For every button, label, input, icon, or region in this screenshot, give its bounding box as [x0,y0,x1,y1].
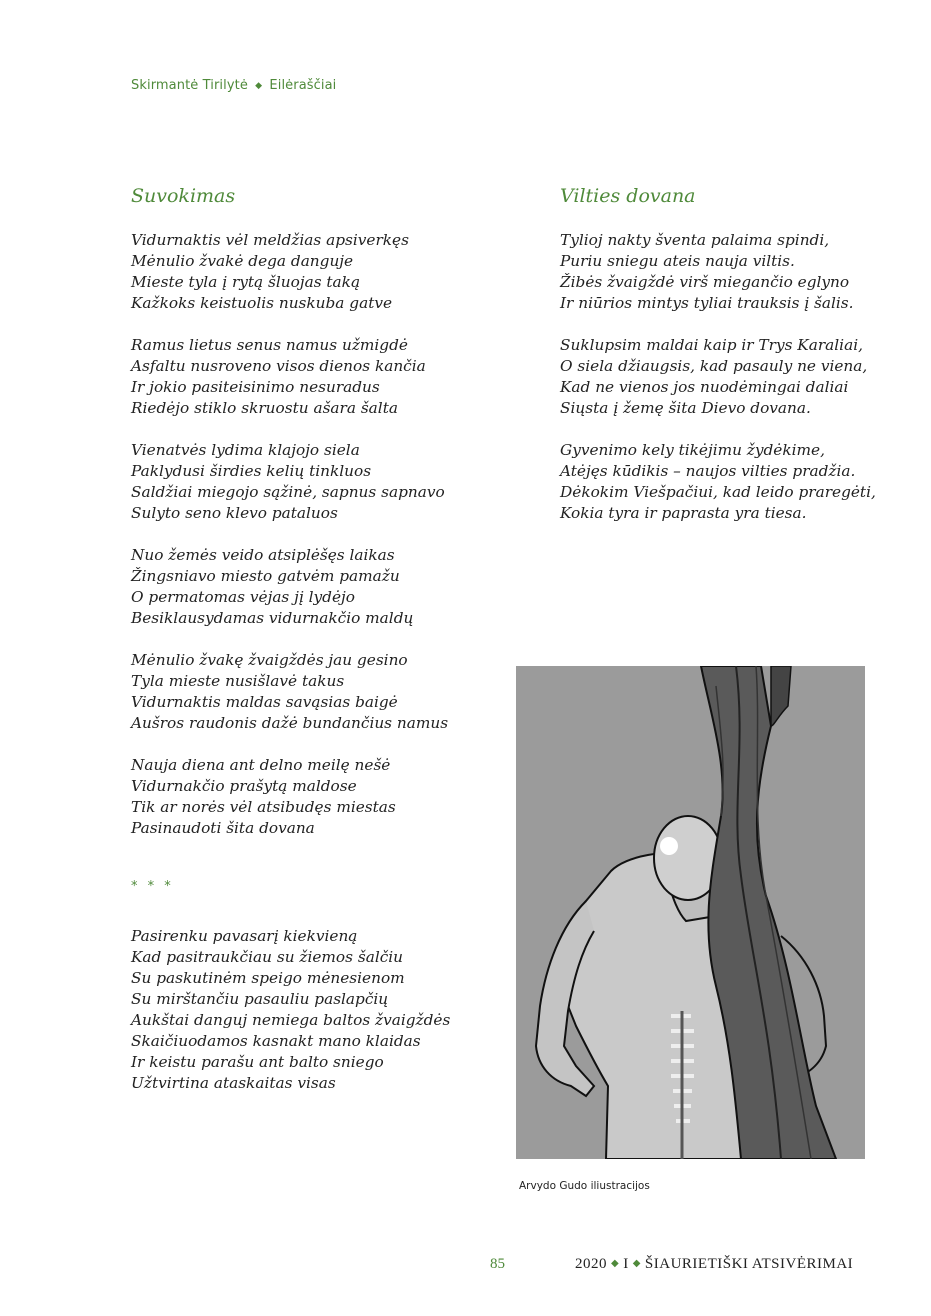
poem-line: Asfaltu nusroveno visos dienos kančia [131,357,426,375]
poem-line: Ir keistu parašu ant balto sniego [131,1053,384,1071]
poem-line: Nauja diena ant delno meilę nešė [131,756,391,774]
poem-body-untitled [131,926,450,1115]
poem-line: Kad pasitraukčiau su žiemos šalčiu [131,948,404,966]
poem-line: Skaičiuodamos kasnakt mano klaidas [131,1032,421,1050]
stanza [131,545,448,629]
poem-line: Paklydusi širdies kelių tinkluos [131,462,372,480]
stanza [131,230,448,314]
poem-line: Atėjęs kūdikis – naujos vilties pradžia. [560,462,856,480]
poem-line: Pasirenku pavasarį kiekvieną [131,927,358,945]
poem-line: Ramus lietus senus namus užmigdė [131,336,408,354]
illustration-figure-tree [516,666,865,1159]
poem-line: Mieste tyla į rytą šluojas taką [131,273,361,291]
poem-line: Užtvirtina ataskaitas visas [131,1074,336,1092]
poem-line: Suklupsim maldai kaip ir Trys Karaliai, [560,336,863,354]
diamond-separator-icon: ◆ [632,1258,641,1269]
stanza [131,440,448,524]
diamond-separator-icon: ◆ [611,1258,620,1269]
stanza [131,650,448,734]
footer-issue: I [623,1256,629,1272]
diamond-separator-icon: ◆ [255,81,263,91]
poem-body-suvokimas [131,230,448,860]
poem-line: Tik ar norės vėl atsibudęs miestas [131,798,396,816]
poem-line: Besiklausydamas vidurnakčio maldų [131,609,414,627]
poem-line: Su mirštančiu pasauliu paslapčių [131,990,389,1008]
poem-line: Ir niūrios mintys tyliai trauksis į šalis. [560,294,854,312]
stanza [560,440,876,524]
stanza [560,230,876,314]
poem-line: Ir jokio pasiteisinimo nesuradus [131,378,380,396]
poem-line: Aušros raudonis dažė bundančius namus [131,714,449,732]
footer-year: 2020 [575,1256,607,1272]
journal-footer [575,1256,853,1273]
stanza [560,335,876,419]
poem-line: Vienatvės lydima klajojo siela [131,441,360,459]
illustration-caption: Arvydo Gudo iliustracijos [519,1180,650,1192]
poem-line: Sulyto seno klevo pataluos [131,504,338,522]
stanza [131,335,448,419]
poem-line: Kad ne vienos jos nuodėmingai daliai [560,378,849,396]
running-head-section: Eilėraščiai [269,78,337,93]
poem-line: Nuo žemės veido atsiplėšęs laikas [131,546,395,564]
poem-line: Gyvenimo kely tikėjimu žydėkime, [560,441,825,459]
stanza [131,926,450,1094]
poem-title-vilties-dovana: Vilties dovana [560,185,696,207]
illustration-drawing [516,666,865,1159]
poem-line: Puriu sniegu ateis nauja viltis. [560,252,795,270]
page-number: 85 [490,1256,505,1272]
running-head-author: Skirmantė Tirilytė [131,78,248,93]
poem-line: Siųsta į žemę šita Dievo dovana. [560,399,811,417]
poem-line: Saldžiai miegojo sąžinė, sapnus sapnavo [131,483,445,501]
poem-line: Kokia tyra ir paprasta yra tiesa. [560,504,807,522]
poem-line: Tylioj nakty šventa palaima spindi, [560,231,830,249]
footer-journal-title: ŠIAURIETIŠKI ATSIVĖRIMAI [644,1256,854,1272]
poem-line: Vidurnakčio prašytą maldose [131,777,357,795]
poem-line: Pasinaudoti šita dovana [131,819,315,837]
running-head [131,78,336,93]
poem-line: Žingsniavo miesto gatvėm pamažu [131,567,400,585]
stanza [131,755,448,839]
poem-line: Mėnulio žvakę žvaigždės jau gesino [131,651,408,669]
poem-line: Aukštai danguj nemiega baltos žvaigždės [131,1011,451,1029]
poem-line: Kažkoks keistuolis nuskuba gatve [131,294,393,312]
poem-line: Su paskutinėm speigo mėnesienom [131,969,405,987]
poem-line: Riedėjo stiklo skruostu ašara šalta [131,399,398,417]
poem-line: Žibės žvaigždė virš miegančio eglyno [560,273,850,291]
poem-line: Tyla mieste nusišlavė takus [131,672,345,690]
poem-body-vilties-dovana [560,230,876,545]
poem-line: Mėnulio žvakė dega danguje [131,252,354,270]
poem-line: Dėkokim Viešpačiui, kad leido praregėti, [560,483,876,501]
poem-title-asterisks: * * * [131,879,174,894]
poem-line: Vidurnaktis maldas savąsias baigė [131,693,398,711]
poem-line: O siela džiaugsis, kad pasauly ne viena, [560,357,868,375]
poem-line: Vidurnaktis vėl meldžias apsiverkęs [131,231,409,249]
poem-title-suvokimas: Suvokimas [131,185,236,207]
poem-line: O permatomas vėjas jį lydėjo [131,588,355,606]
